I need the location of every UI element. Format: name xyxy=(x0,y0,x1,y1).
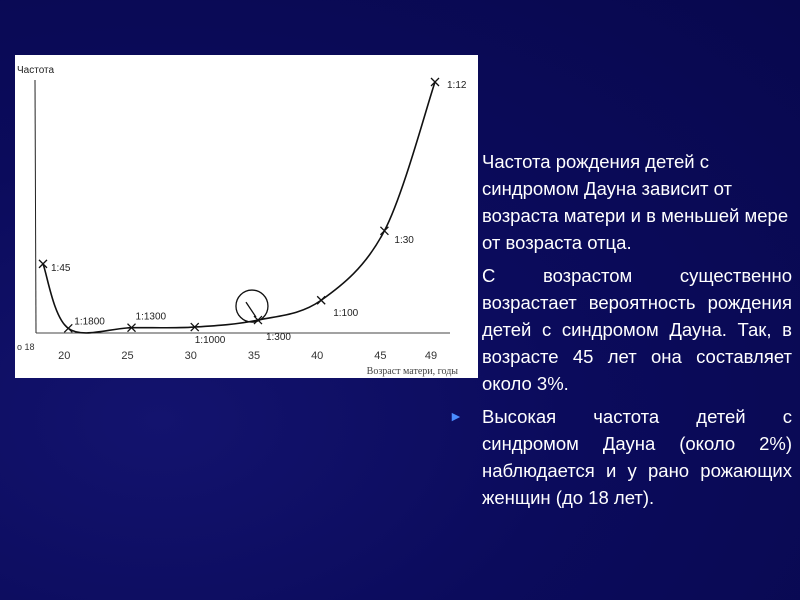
x-tick-label: 40 xyxy=(311,350,324,362)
data-label: 1:45 xyxy=(51,262,71,274)
x-tick-label: 35 xyxy=(247,350,261,362)
x-tick-label: о 18 xyxy=(17,342,35,352)
y-axis-label: Частота xyxy=(17,65,55,76)
x-tick-label: 45 xyxy=(374,350,387,362)
data-label: 1:300 xyxy=(265,332,291,344)
data-label: 1:30 xyxy=(394,234,414,246)
paragraph-1: Частота рождения детей с синдромом Дауна зависит от возраста матери и в меньшей мере от возраста отца. xyxy=(482,151,789,253)
paragraph-3-text: Высокая частота детей с синдромом Дауна (около 2%) наблюдается и у рано рожающих женщин (до 18 лет). xyxy=(482,406,792,508)
x-tick-label: 20 xyxy=(58,350,71,362)
chart-background xyxy=(15,55,478,378)
bullet-arrow-icon: ► xyxy=(449,408,463,424)
slide-text xyxy=(449,148,792,517)
data-label: 1:1300 xyxy=(135,311,167,323)
x-tick-label: 30 xyxy=(184,350,197,362)
x-tick-label: 49 xyxy=(424,350,438,362)
data-label: 1:1000 xyxy=(194,335,226,347)
paragraph-2: С возрастом существенно возрастает вероятность рождения детей с синдромом Дауна. Так, в возрасте 45 лет она составляет около 3%. xyxy=(482,265,792,394)
x-tick-label: 25 xyxy=(121,350,134,362)
x-axis-label: Возраст матери, годы xyxy=(366,366,458,377)
data-label: 1:1800 xyxy=(74,316,105,328)
data-label: 1:12 xyxy=(447,80,467,91)
paragraph-3 xyxy=(449,403,792,511)
data-label: 1:100 xyxy=(333,308,359,320)
